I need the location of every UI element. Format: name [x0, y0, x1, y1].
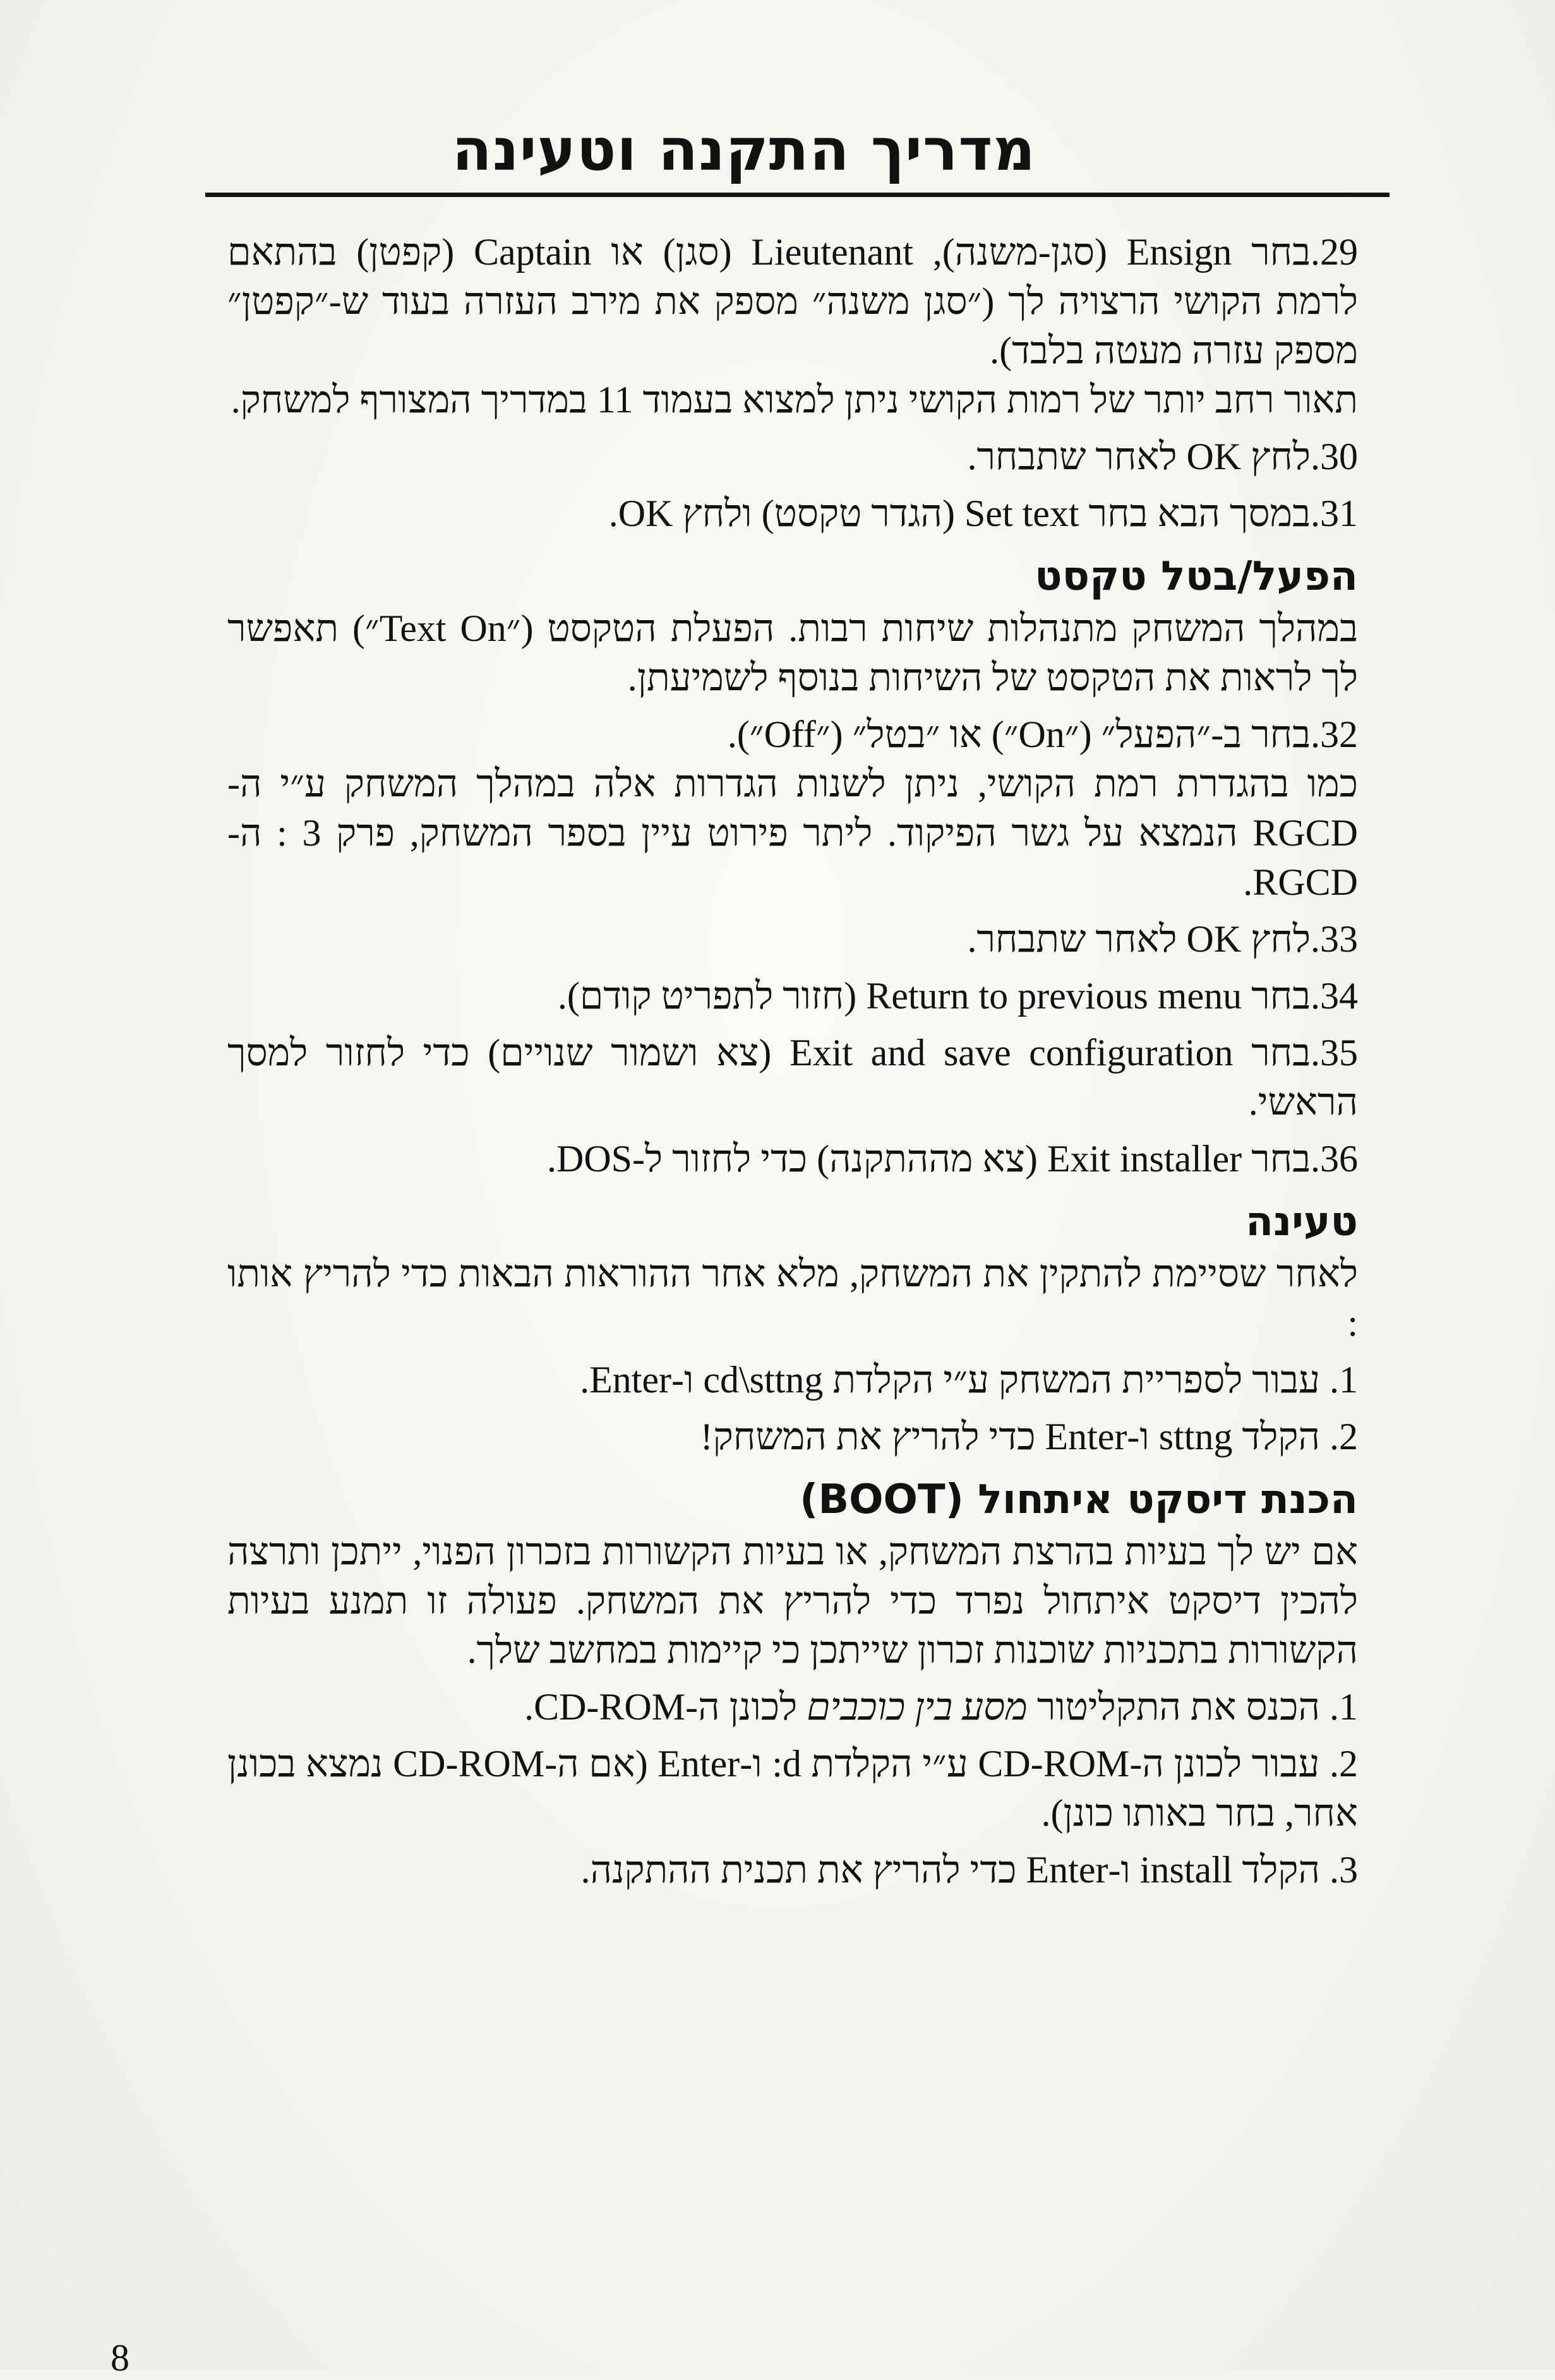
section-heading-text-toggle: הפעל/בטל טקסט: [1035, 553, 1358, 600]
page-content: [227, 227, 1358, 1894]
step-31: 31.במסך הבא בחר Set text (הגדר טקסט) ולחץ OK.: [608, 493, 1358, 534]
boot-step-1: [227, 1682, 1358, 1731]
step-32: 32.בחר ב-״הפעל״ (״On״) או ״בטל״ (״Off״).: [727, 714, 1358, 755]
step-35: 35.בחר Exit and save configuration (צא ושמור שנויים) כדי לחזור למסך הראשי.: [227, 1032, 1358, 1123]
step-29: 29.בחר Ensign (סגן-משנה), Lieutenant (סגן) או Captain (קפטן) בהתאם לרמת הקושי הרצויה לך (״סגן משנה״ מספק את מירב העזרה בעוד ש-״קפטן״ מספק עזרה מעטה בלבד).: [227, 231, 1359, 371]
section-heading-boot-disk: הכנת דיסקט איתחול (BOOT): [800, 1476, 1358, 1523]
boot-paragraph: אם יש לך בעיות בהרצת המשחק, או בעיות הקשורות בזכרון הפנוי, ייתכן ותרצה להכין דיסקט איתחול נפרד כדי להריץ את המשחק. פעולה זו תמנע בעיות הקשורות בתכניות שוכנות זכרון שייתכן כי קיימות במחשב שלך.: [227, 1531, 1358, 1671]
page-header: [205, 111, 1390, 197]
boot-step-1-post: לכונן ה-CD-ROM.: [524, 1686, 807, 1728]
page-title: מדריך התקנה וטעינה: [452, 116, 1036, 184]
loading-paragraph: לאחר שסיימת להתקין את המשחק, מלא אחר ההוראות הבאות כדי להריץ אותו :: [227, 1253, 1358, 1344]
step-34: 34.בחר Return to previous menu (חזור לתפריט קודם).: [557, 975, 1358, 1017]
difficulty-note: תאור רחב יותר של רמות הקושי ניתן למצוא בעמוד 11 במדריך המצורף למשחק.: [231, 379, 1358, 421]
step-33: 33.לחץ OK לאחר שתבחר.: [967, 918, 1358, 960]
loading-step-1: 1. עבור לספריית המשחק ע״י הקלדת cd\sttng ו-Enter.: [580, 1359, 1358, 1401]
text-toggle-paragraph: במהלך המשחק מתנהלות שיחות רבות. הפעלת הטקסט (״Text On״) תאפשר לך לראות את הטקסט של השיחות בנוסף לשמיעתן.: [227, 607, 1359, 698]
game-title-italic: מסע בין כוכבים: [807, 1686, 1028, 1728]
boot-step-1-pre: 1. הכנס את התקליטור: [1027, 1686, 1358, 1728]
page-number: 8: [111, 2337, 129, 2379]
boot-step-3: 3. הקלד install ו-Enter כדי להריץ את תכנית ההתקנה.: [580, 1849, 1358, 1891]
step-36: 36.בחר Exit installer (צא מההתקנה) כדי לחזור ל-DOS.: [546, 1138, 1358, 1180]
boot-step-2: 2. עבור לכונן ה-CD-ROM ע״י הקלדת d: ו-Enter (אם ה-CD-ROM נמצא בכונן אחר, בחר באותו כונן).: [227, 1743, 1358, 1834]
section-heading-loading: טעינה: [1246, 1199, 1358, 1245]
step-30: 30.לחץ OK לאחר שתבחר.: [967, 436, 1358, 477]
loading-step-2: 2. הקלד sttng ו-Enter כדי להריץ את המשחק!: [700, 1416, 1358, 1457]
rgcd-paragraph: כמו בהגדרת רמת הקושי, ניתן לשנות הגדרות אלה במהלך המשחק ע״י ה-RGCD הנמצא על גשר הפיקוד. ליתר פירוט עיין בספר המשחק, פרק 3 : ה-RGCD.: [227, 763, 1358, 903]
